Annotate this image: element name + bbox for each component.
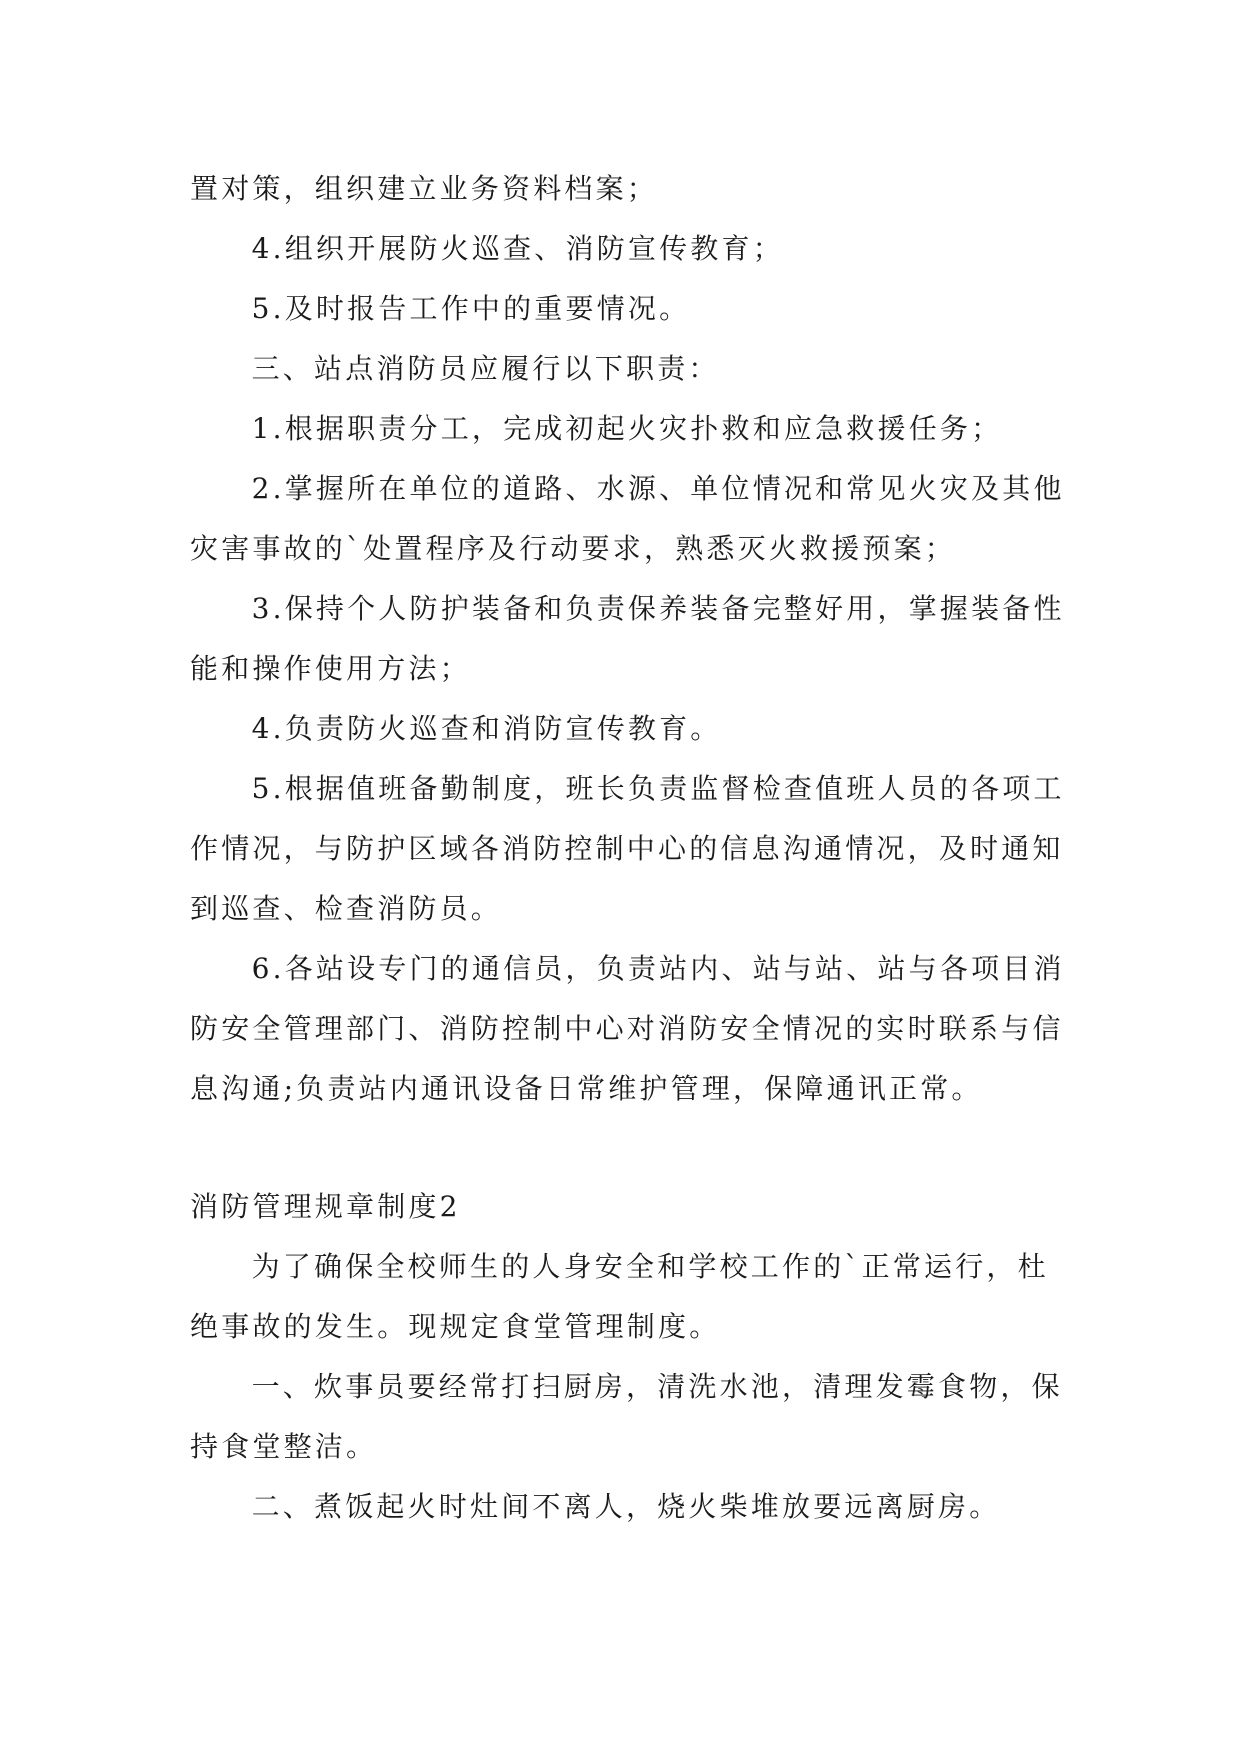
paragraph: 6.各站设专门的通信员，负责站内、站与站、站与各项目消防安全管理部门、消防控制中心对消防安全情况的实时联系与信息沟通;负责站内通讯设备日常维护管理，保障通讯正常。 [190,952,1065,1105]
paragraph: 为了确保全校师生的人身安全和学校工作的`正常运行，杜绝事故的发生。现规定食堂管理制度。 [190,1250,1049,1343]
section-spacer [190,1119,1070,1177]
document-body [190,159,1070,1537]
paragraph: 1.根据职责分工，完成初起火灾扑救和应急救援任务； [251,412,1003,445]
section-1 [190,159,1070,1119]
paragraph: 4.组织开展防火巡查、消防宣传教育； [251,232,784,265]
paragraph: 二、煮饭起火时灶间不离人，烧火柴堆放要远离厨房。 [251,1490,1001,1523]
paragraph: 5.及时报告工作中的重要情况。 [251,292,691,325]
paragraph: 5.根据值班备勤制度，班长负责监督检查值班人员的各项工作情况，与防护区域各消防控制中心的信息沟通情况，及时通知到巡查、检查消防员。 [190,772,1065,925]
paragraph: 2.掌握所在单位的道路、水源、单位情况和常见火灾及其他灾害事故的`处置程序及行动要求，熟悉灭火救援预案； [190,472,1065,565]
paragraph: 三、站点消防员应履行以下职责： [251,352,720,385]
paragraph: 3.保持个人防护装备和负责保养装备完整好用，掌握装备性能和操作使用方法； [190,592,1065,685]
section-2 [190,1177,1070,1537]
section-heading: 消防管理规章制度2 [190,1190,461,1223]
paragraph: 4.负责防火巡查和消防宣传教育。 [251,712,722,745]
paragraph: 一、炊事员要经常打扫厨房，清洗水池，清理发霉食物，保持食堂整洁。 [190,1370,1063,1463]
paragraph: 置对策，组织建立业务资料档案； [190,172,659,205]
